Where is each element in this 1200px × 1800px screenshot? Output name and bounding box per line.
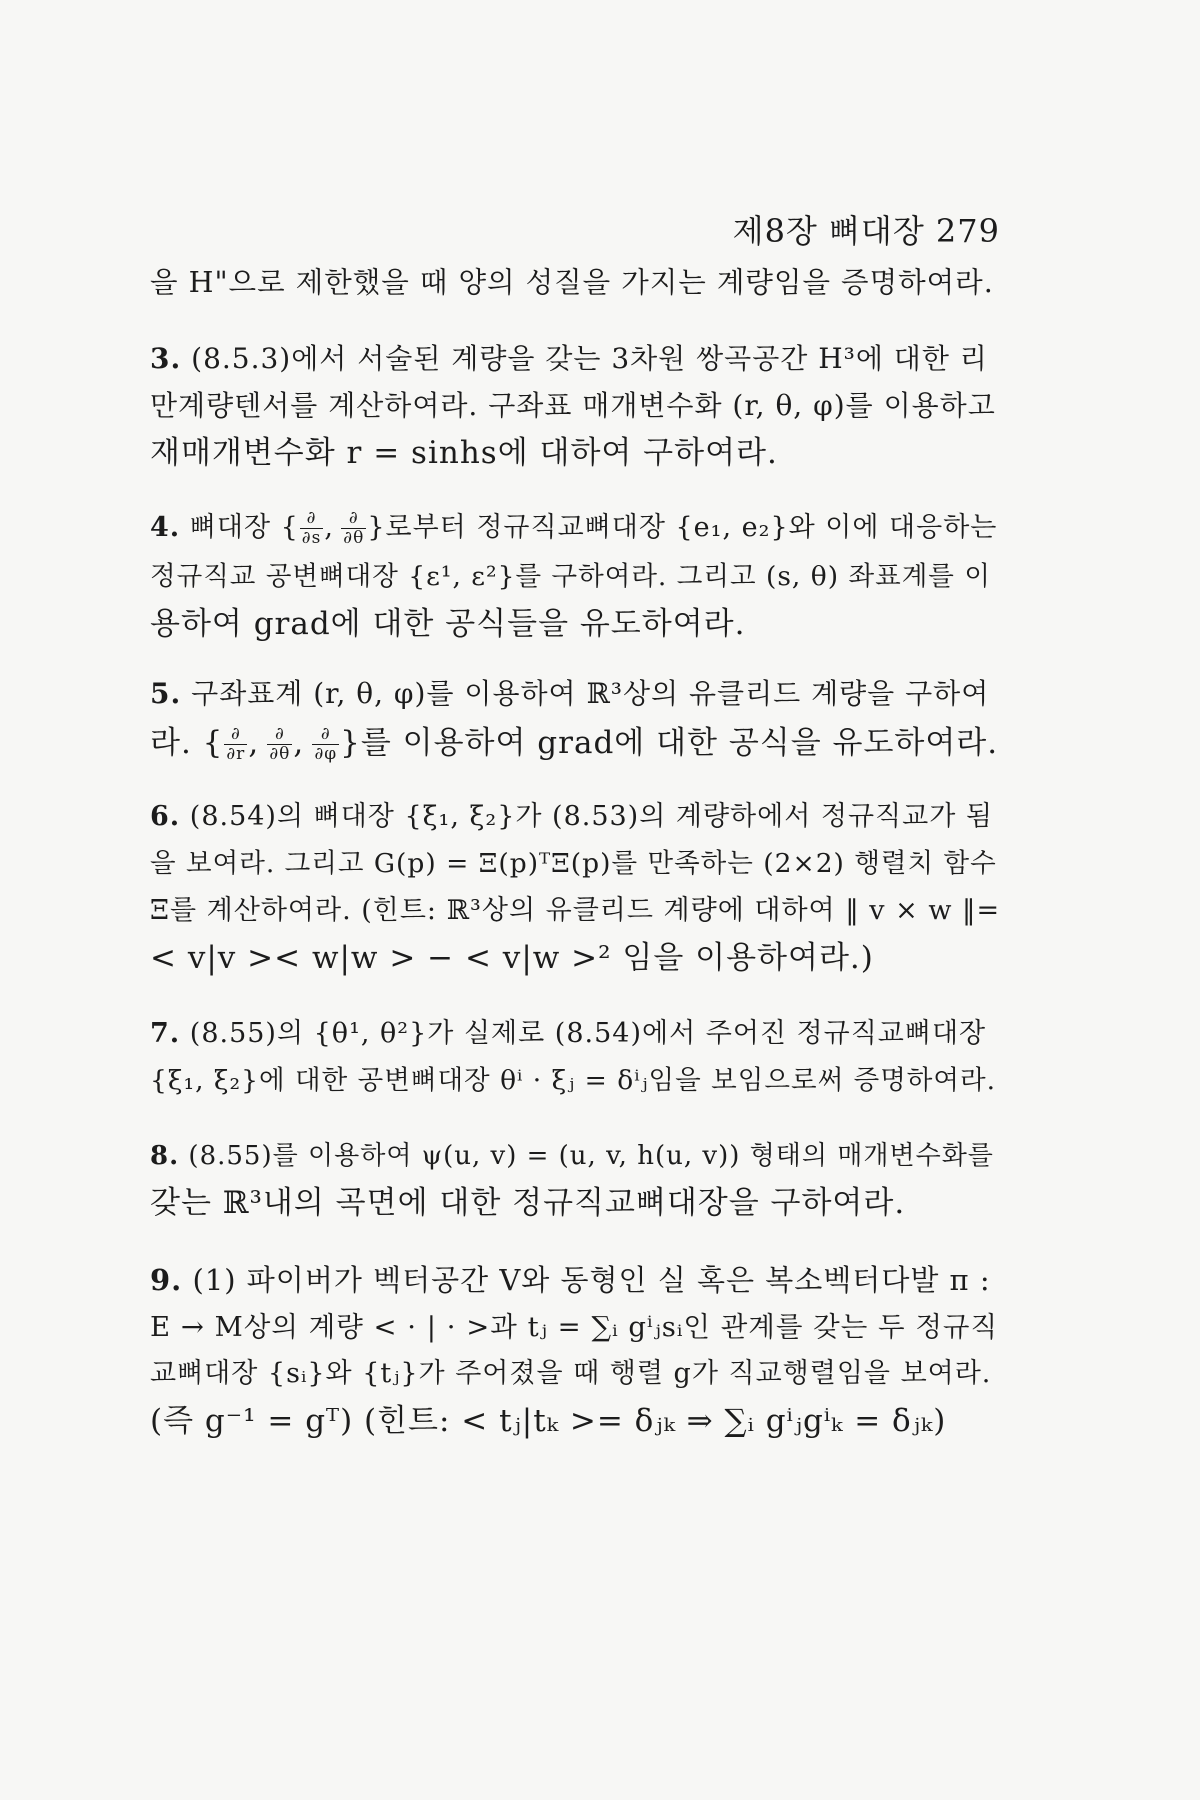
running-head: 제8장 뼈대장 279 <box>732 212 1000 250</box>
exercise-number: 7. <box>150 1018 181 1049</box>
exercise-7-line-1: 7. (8.55)의 {θ¹, θ²}가 실제로 (8.54)에서 주어진 정규직교뼈대장 <box>150 1018 987 1049</box>
exercise-number: 3. <box>150 342 182 375</box>
fraction: $\frac{\partial}{\partial s}$ <box>301 508 322 548</box>
exercise-3-line-3: 재매개변수화 r = sinhs에 대하여 구하여라. <box>150 435 778 471</box>
exercise-4-line-3: 용하여 grad에 대한 공식들을 유도하여라. <box>150 606 746 642</box>
exercise-number: 6. <box>150 801 181 832</box>
text-line: 을 H"으로 제한했을 때 양의 성질을 가지는 계량임을 증명하여라. <box>150 266 994 299</box>
exercise-7-line-2: {ξ₁, ξ₂}에 대한 공변뼈대장 θⁱ · ξⱼ = δⁱⱼ임을 보임으로써 증명하여라. <box>150 1065 997 1096</box>
exercise-6-line-2: 을 보여라. 그리고 G(p) = Ξ(p)ᵀΞ(p)를 만족하는 (2×2) 행렬치 함수 <box>150 848 997 879</box>
exercise-4-line-2: 정규직교 공변뼈대장 {ε¹, ε²}를 구하여라. 그리고 (s, θ) 좌표계를 이 <box>150 561 991 592</box>
exercise-number: 4. <box>150 512 181 543</box>
exercise-6-line-1: 6. (8.54)의 뼈대장 {ξ₁, ξ₂}가 (8.53)의 계량하에서 정규직교가 됨 <box>150 801 993 832</box>
exercise-3-line-1: 3. (8.5.3)에서 서술된 계량을 갖는 3차원 쌍곡공간 H³에 대한 리 <box>150 342 988 375</box>
exercise-number: 5. <box>150 677 182 710</box>
exercise-4-line-1: 4. 뼈대장 { $\frac{\partial}{\partial s}$ , $\frac{\partial}{\partial\theta}$ }로부터 정규직교뼈대장 {e₁, e₂}와 이에 대응하는 <box>150 508 998 548</box>
exercise-9-line-1: 9. (1) 파이버가 벡터공간 V와 동형인 실 혹은 복소벡터다발 π : <box>150 1263 991 1297</box>
fraction: $\frac{\partial}{\partial\theta}$ <box>343 508 365 548</box>
fraction: $\frac{\partial}{\partial\varphi}$ <box>314 724 338 764</box>
exercise-number: 9. <box>150 1263 183 1297</box>
fraction: $\frac{\partial}{\partial r}$ <box>226 724 246 764</box>
exercise-5-line-2: 라. { $\frac{\partial}{\partial r}$ , $\frac{\partial}{\partial\theta}$ , $\frac{\partial}{\partial\varphi}$ }를 이용하여 grad에 대한 공식을 유도하여라. <box>150 724 999 764</box>
exercise-9-line-2: E → M상의 계량 < · | · >과 tⱼ = ∑ᵢ gⁱⱼsᵢ인 관계를 갖는 두 정규직 <box>150 1311 999 1343</box>
exercise-8-line-2: 갖는 ℝ³내의 곡면에 대한 정규직교뼈대장을 구하여라. <box>150 1185 906 1221</box>
exercise-number: 8. <box>150 1141 180 1171</box>
exercise-9-line-3: 교뼈대장 {sᵢ}와 {tⱼ}가 주어졌을 때 행렬 g가 직교행렬임을 보여라. <box>150 1358 992 1389</box>
exercise-6-line-4: < v|v >< w|w > − < v|w >² 임을 이용하여라.) <box>150 940 874 976</box>
exercise-8-line-1: 8. (8.55)를 이용하여 ψ(u, v) = (u, v, h(u, v)) 형태의 매개변수화를 <box>150 1141 994 1171</box>
exercise-5-line-1: 5. 구좌표계 (r, θ, φ)를 이용하여 ℝ³상의 유클리드 계량을 구하여 <box>150 677 990 710</box>
exercise-6-line-3: Ξ를 계산하여라. (힌트: ℝ³상의 유클리드 계량에 대하여 ‖ v × w ‖= <box>150 895 1001 926</box>
exercise-9-line-4: (즉 g⁻¹ = gᵀ) (힌트: < tⱼ|tₖ >= δⱼₖ ⇒ ∑ᵢ gⁱⱼgⁱₖ = δⱼₖ) <box>150 1403 947 1439</box>
exercise-3-line-2: 만계량텐서를 계산하여라. 구좌표 매개변수화 (r, θ, φ)를 이용하고 <box>150 389 996 422</box>
fraction: $\frac{\partial}{\partial\theta}$ <box>269 724 291 764</box>
